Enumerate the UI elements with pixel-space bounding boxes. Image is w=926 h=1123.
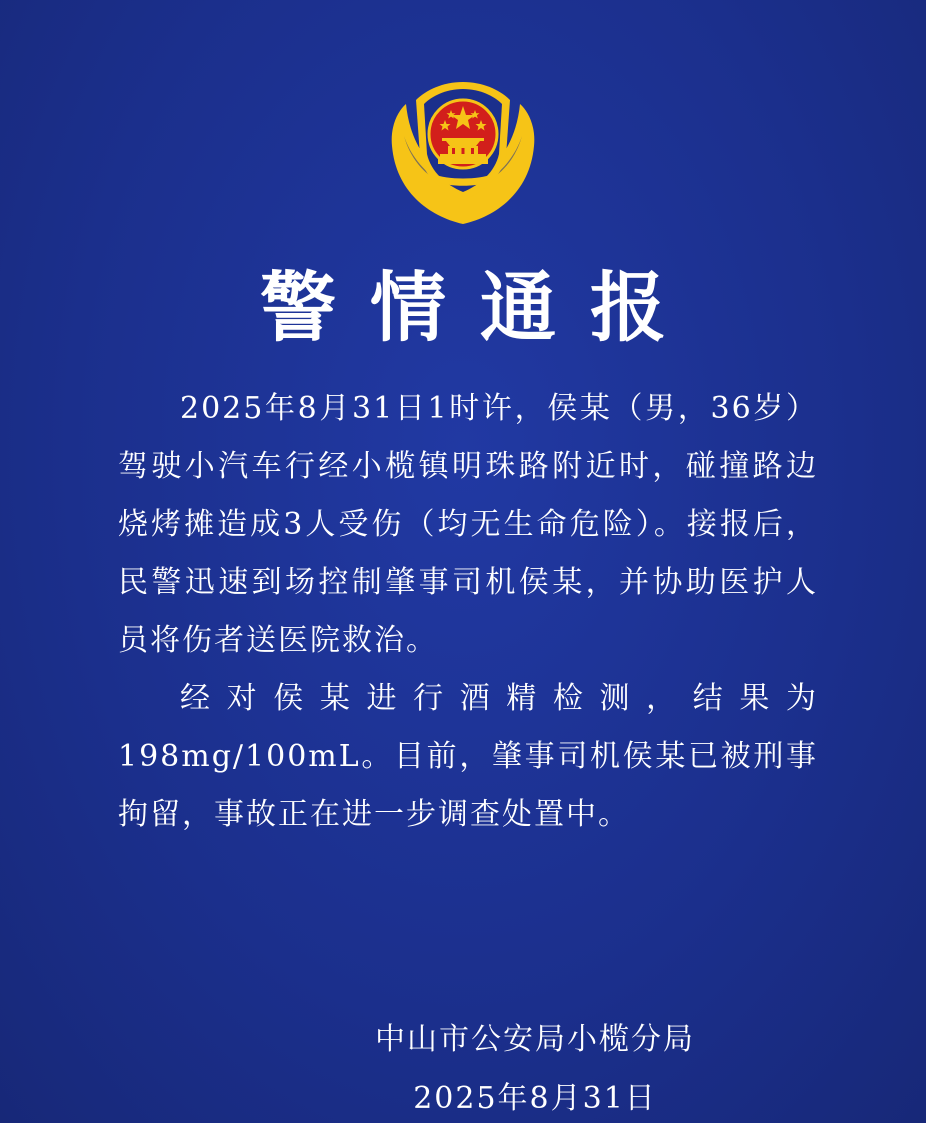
paragraph-incident: 2025年8月31日1时许，侯某（男，36岁）驾驶小汽车行经小榄镇明珠路附近时，碰撞路边烧烤摊造成3人受伤（均无生命危险）。接报后，民警迅速到场控制肇事司机侯某，并协助医护人员将伤者送医院救治。: [118, 391, 818, 658]
paragraph-alcohol-test: 经对侯某进行酒精检测，结果为198mg/100mL。目前，肇事司机侯某已被刑事拘留，事故正在进一步调查处置中。: [118, 681, 818, 832]
notice-body: [118, 380, 818, 844]
issuing-organization: 中山市公安局小榄分局: [375, 1022, 695, 1057]
police-emblem-icon: [388, 76, 538, 226]
notice-title: 警情通报: [260, 263, 700, 352]
issue-date: 2025年8月31日: [413, 1081, 657, 1116]
